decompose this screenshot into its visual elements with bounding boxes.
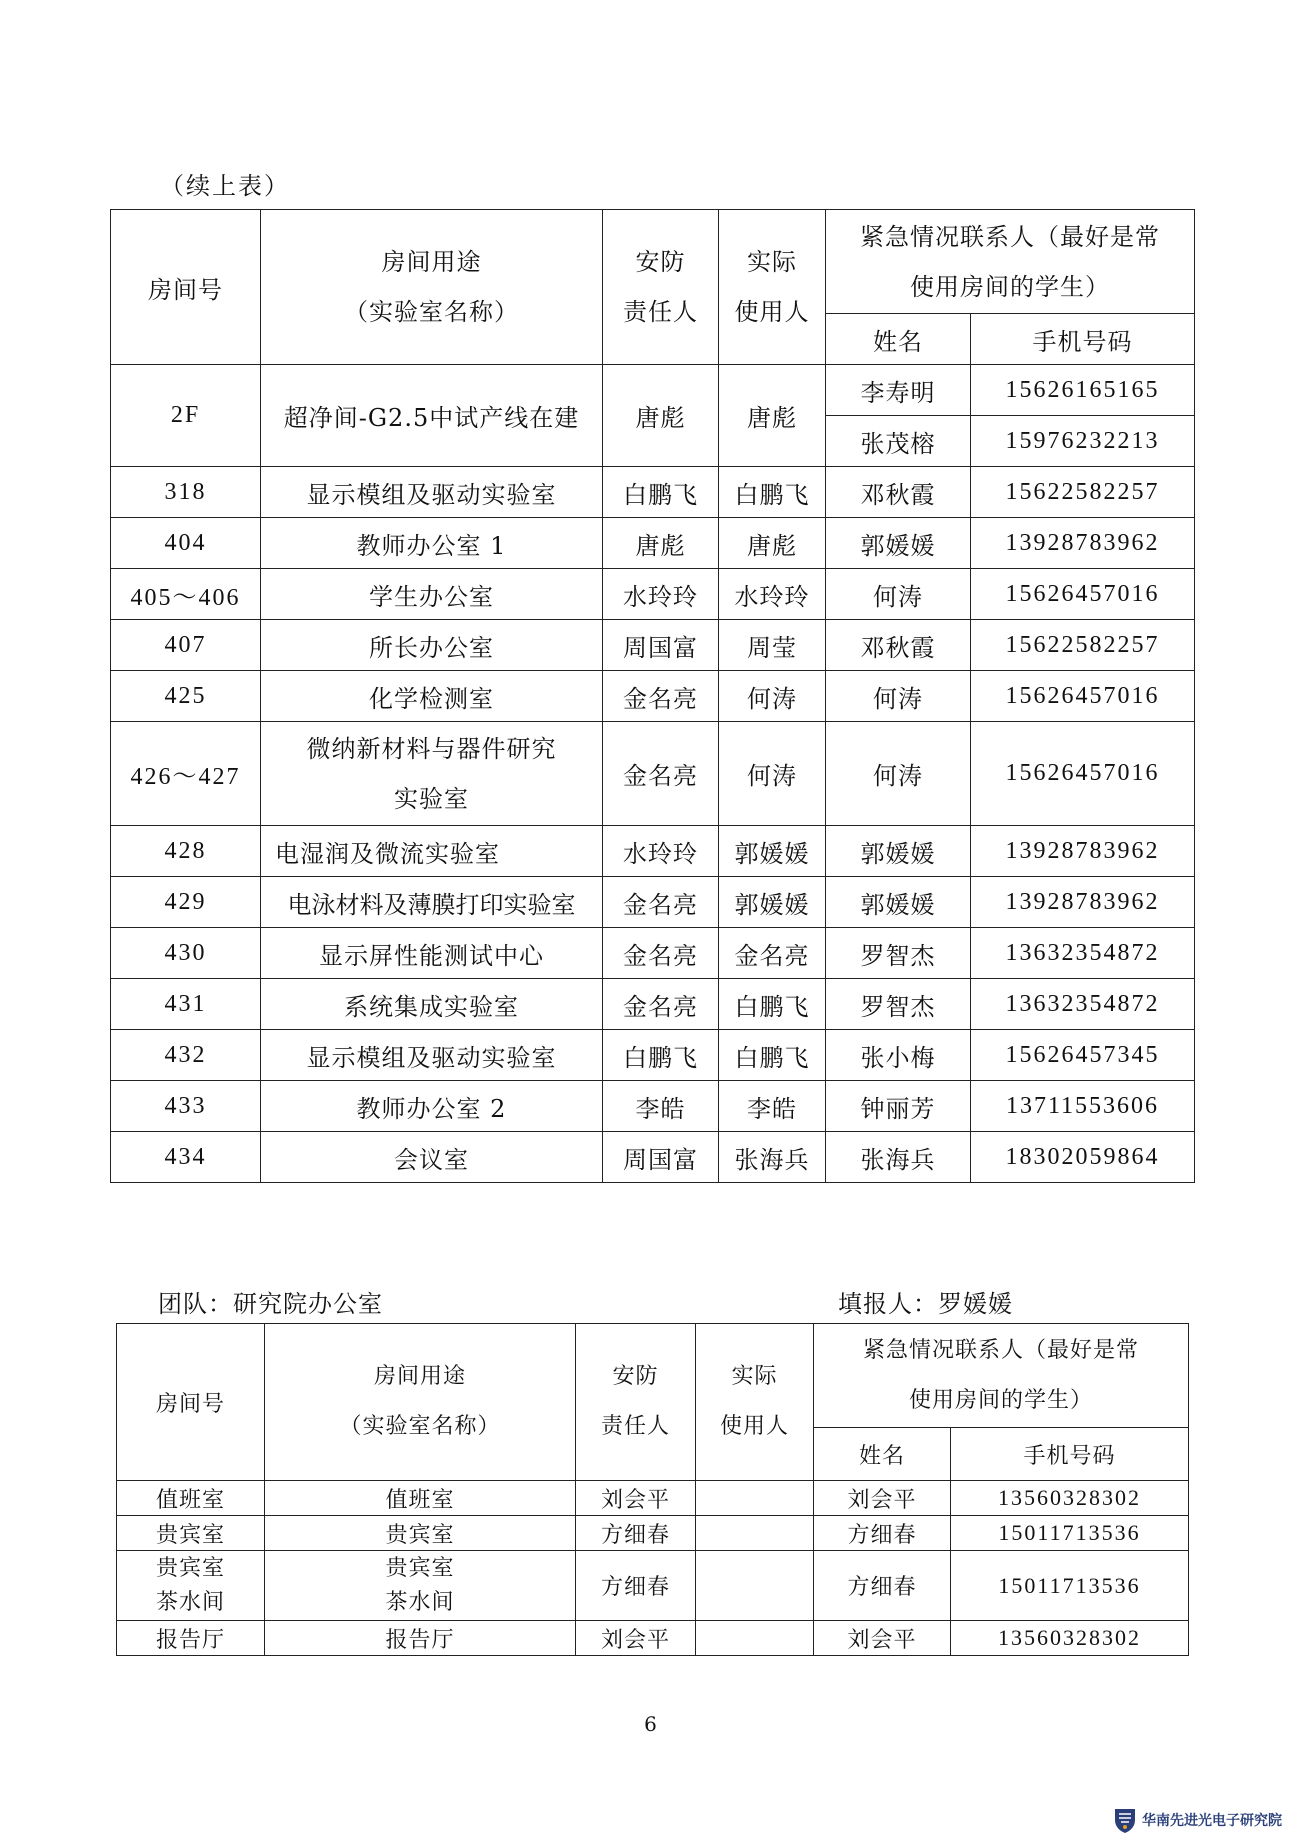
cell-contact-phone: 15976232213 bbox=[971, 416, 1195, 467]
institute-logo bbox=[1112, 1806, 1282, 1834]
cell-safety: 刘会平 bbox=[576, 1481, 696, 1516]
cell-user: 金名亮 bbox=[719, 928, 826, 979]
cell-contact-name: 何涛 bbox=[826, 671, 971, 722]
cell-user: 郭媛媛 bbox=[719, 826, 826, 877]
table-header-row bbox=[117, 1324, 1189, 1428]
cell-contact-name: 罗智杰 bbox=[826, 928, 971, 979]
table-row bbox=[111, 569, 1195, 620]
cell-user: 白鹏飞 bbox=[719, 467, 826, 518]
cell-contact-name: 邓秋霞 bbox=[826, 467, 971, 518]
cell-contact-phone: 15622582257 bbox=[971, 620, 1195, 671]
cell-room: 431 bbox=[111, 979, 261, 1030]
cell-contact-name: 钟丽芳 bbox=[826, 1081, 971, 1132]
cell-user: 李皓 bbox=[719, 1081, 826, 1132]
cell-contact-phone: 13632354872 bbox=[971, 928, 1195, 979]
cell-room: 430 bbox=[111, 928, 261, 979]
header-emergency-contact: 紧急情况联系人（最好是常 使用房间的学生） bbox=[814, 1324, 1189, 1428]
cell-room: 318 bbox=[111, 467, 261, 518]
header-contact-name: 姓名 bbox=[814, 1428, 951, 1481]
cell-use: 化学检测室 bbox=[261, 671, 603, 722]
cell-use: 贵宾室 bbox=[265, 1516, 576, 1551]
cell-contact-name: 刘会平 bbox=[814, 1621, 951, 1656]
table-row bbox=[111, 1132, 1195, 1183]
cell-user: 唐彪 bbox=[719, 365, 826, 467]
continuation-label: （续上表） bbox=[160, 172, 290, 200]
cell-safety: 唐彪 bbox=[603, 518, 719, 569]
cell-use: 超净间-G2.5中试产线在建 bbox=[261, 365, 603, 467]
cell-contact-name: 郭媛媛 bbox=[826, 877, 971, 928]
cell-user bbox=[696, 1621, 814, 1656]
cell-safety: 金名亮 bbox=[603, 877, 719, 928]
table-row bbox=[117, 1481, 1189, 1516]
cell-contact-phone: 15626457016 bbox=[971, 569, 1195, 620]
table-row bbox=[111, 877, 1195, 928]
cell-user bbox=[696, 1481, 814, 1516]
header-contact-name: 姓名 bbox=[826, 314, 971, 365]
cell-user bbox=[696, 1551, 814, 1621]
cell-user: 张海兵 bbox=[719, 1132, 826, 1183]
cell-room: 426～427 bbox=[111, 722, 261, 826]
cell-room: 428 bbox=[111, 826, 261, 877]
cell-use: 所长办公室 bbox=[261, 620, 603, 671]
cell-safety: 白鹏飞 bbox=[603, 1030, 719, 1081]
cell-contact-phone: 13928783962 bbox=[971, 826, 1195, 877]
cell-user: 唐彪 bbox=[719, 518, 826, 569]
cell-room: 429 bbox=[111, 877, 261, 928]
cell-safety: 李皓 bbox=[603, 1081, 719, 1132]
cell-safety: 金名亮 bbox=[603, 928, 719, 979]
cell-safety: 周国富 bbox=[603, 1132, 719, 1183]
cell-room: 433 bbox=[111, 1081, 261, 1132]
cell-contact-phone: 13560328302 bbox=[951, 1481, 1189, 1516]
institute-emblem-icon bbox=[1112, 1806, 1138, 1834]
cell-contact-phone: 15622582257 bbox=[971, 467, 1195, 518]
table-row bbox=[117, 1621, 1189, 1656]
table-row bbox=[111, 518, 1195, 569]
table-row bbox=[117, 1551, 1189, 1621]
table-row bbox=[111, 467, 1195, 518]
cell-contact-name: 方细春 bbox=[814, 1551, 951, 1621]
table-row bbox=[111, 722, 1195, 826]
cell-room: 值班室 bbox=[117, 1481, 265, 1516]
cell-user: 周莹 bbox=[719, 620, 826, 671]
header-room-no: 房间号 bbox=[117, 1324, 265, 1481]
cell-user: 白鹏飞 bbox=[719, 1030, 826, 1081]
cell-contact-name: 刘会平 bbox=[814, 1481, 951, 1516]
header-emergency-contact: 紧急情况联系人（最好是常 使用房间的学生） bbox=[826, 210, 1195, 314]
cell-safety: 刘会平 bbox=[576, 1621, 696, 1656]
cell-use: 贵宾室 茶水间 bbox=[265, 1551, 576, 1621]
cell-room: 407 bbox=[111, 620, 261, 671]
cell-contact-phone: 15626457345 bbox=[971, 1030, 1195, 1081]
cell-room: 425 bbox=[111, 671, 261, 722]
cell-use: 值班室 bbox=[265, 1481, 576, 1516]
table-row bbox=[111, 1081, 1195, 1132]
cell-safety: 水玲玲 bbox=[603, 569, 719, 620]
institute-logo-text: 华南先进光电子研究院 bbox=[1142, 1813, 1282, 1829]
cell-contact-phone: 13928783962 bbox=[971, 877, 1195, 928]
cell-contact-phone: 15626165165 bbox=[971, 365, 1195, 416]
cell-safety: 方细春 bbox=[576, 1551, 696, 1621]
cell-use: 报告厅 bbox=[265, 1621, 576, 1656]
cell-use: 显示模组及驱动实验室 bbox=[261, 1030, 603, 1081]
cell-contact-name: 张茂榕 bbox=[826, 416, 971, 467]
filler-label: 填报人：罗媛媛 bbox=[838, 1290, 1013, 1318]
table-row bbox=[111, 620, 1195, 671]
page-number: 6 bbox=[644, 1712, 657, 1736]
cell-user bbox=[696, 1516, 814, 1551]
cell-safety: 金名亮 bbox=[603, 722, 719, 826]
cell-use: 显示屏性能测试中心 bbox=[261, 928, 603, 979]
table-row bbox=[111, 365, 1195, 416]
cell-contact-phone: 15011713536 bbox=[951, 1516, 1189, 1551]
cell-user: 何涛 bbox=[719, 722, 826, 826]
cell-room: 贵宾室 茶水间 bbox=[117, 1551, 265, 1621]
cell-contact-name: 方细春 bbox=[814, 1516, 951, 1551]
cell-contact-name: 罗智杰 bbox=[826, 979, 971, 1030]
cell-safety: 白鹏飞 bbox=[603, 467, 719, 518]
cell-user: 何涛 bbox=[719, 671, 826, 722]
cell-room: 404 bbox=[111, 518, 261, 569]
cell-contact-name: 何涛 bbox=[826, 569, 971, 620]
table-row bbox=[111, 1030, 1195, 1081]
cell-contact-name: 邓秋霞 bbox=[826, 620, 971, 671]
cell-user: 白鹏飞 bbox=[719, 979, 826, 1030]
cell-safety: 水玲玲 bbox=[603, 826, 719, 877]
cell-use: 系统集成实验室 bbox=[261, 979, 603, 1030]
cell-use: 显示模组及驱动实验室 bbox=[261, 467, 603, 518]
table-row bbox=[111, 826, 1195, 877]
cell-contact-name: 郭媛媛 bbox=[826, 518, 971, 569]
cell-user: 水玲玲 bbox=[719, 569, 826, 620]
header-safety-person: 安防 责任人 bbox=[576, 1324, 696, 1481]
cell-use: 微纳新材料与器件研究 实验室 bbox=[261, 722, 603, 826]
office-room-table bbox=[116, 1323, 1189, 1656]
table-header-row bbox=[111, 210, 1195, 314]
cell-safety: 周国富 bbox=[603, 620, 719, 671]
cell-safety: 金名亮 bbox=[603, 671, 719, 722]
table-row bbox=[111, 979, 1195, 1030]
header-room-use: 房间用途 （实验室名称） bbox=[265, 1324, 576, 1481]
cell-use: 学生办公室 bbox=[261, 569, 603, 620]
cell-contact-phone: 15626457016 bbox=[971, 671, 1195, 722]
header-contact-phone: 手机号码 bbox=[971, 314, 1195, 365]
header-actual-user: 实际 使用人 bbox=[696, 1324, 814, 1481]
cell-contact-phone: 18302059864 bbox=[971, 1132, 1195, 1183]
cell-room: 贵宾室 bbox=[117, 1516, 265, 1551]
header-actual-user: 实际 使用人 bbox=[719, 210, 826, 365]
cell-contact-name: 郭媛媛 bbox=[826, 826, 971, 877]
cell-room: 405～406 bbox=[111, 569, 261, 620]
cell-safety: 方细春 bbox=[576, 1516, 696, 1551]
team-label: 团队：研究院办公室 bbox=[158, 1290, 383, 1318]
cell-contact-phone: 13928783962 bbox=[971, 518, 1195, 569]
cell-contact-phone: 15011713536 bbox=[951, 1551, 1189, 1621]
cell-user: 郭媛媛 bbox=[719, 877, 826, 928]
cell-use: 会议室 bbox=[261, 1132, 603, 1183]
cell-use: 电泳材料及薄膜打印实验室 bbox=[261, 877, 603, 928]
cell-use: 电湿润及微流实验室 bbox=[261, 826, 603, 877]
cell-safety: 唐彪 bbox=[603, 365, 719, 467]
cell-use: 教师办公室 1 bbox=[261, 518, 603, 569]
cell-contact-name: 何涛 bbox=[826, 722, 971, 826]
table-row bbox=[117, 1516, 1189, 1551]
room-safety-table bbox=[110, 209, 1195, 1183]
cell-safety: 金名亮 bbox=[603, 979, 719, 1030]
header-room-no: 房间号 bbox=[111, 210, 261, 365]
table-row bbox=[111, 928, 1195, 979]
cell-contact-name: 张海兵 bbox=[826, 1132, 971, 1183]
header-safety-person: 安防 责任人 bbox=[603, 210, 719, 365]
cell-room: 报告厅 bbox=[117, 1621, 265, 1656]
cell-room: 2F bbox=[111, 365, 261, 467]
cell-contact-phone: 15626457016 bbox=[971, 722, 1195, 826]
header-room-use: 房间用途 （实验室名称） bbox=[261, 210, 603, 365]
cell-contact-name: 张小梅 bbox=[826, 1030, 971, 1081]
cell-contact-phone: 13632354872 bbox=[971, 979, 1195, 1030]
cell-room: 432 bbox=[111, 1030, 261, 1081]
cell-contact-phone: 13711553606 bbox=[971, 1081, 1195, 1132]
cell-contact-phone: 13560328302 bbox=[951, 1621, 1189, 1656]
table-row bbox=[111, 671, 1195, 722]
cell-contact-name: 李寿明 bbox=[826, 365, 971, 416]
cell-use: 教师办公室 2 bbox=[261, 1081, 603, 1132]
header-contact-phone: 手机号码 bbox=[951, 1428, 1189, 1481]
cell-room: 434 bbox=[111, 1132, 261, 1183]
